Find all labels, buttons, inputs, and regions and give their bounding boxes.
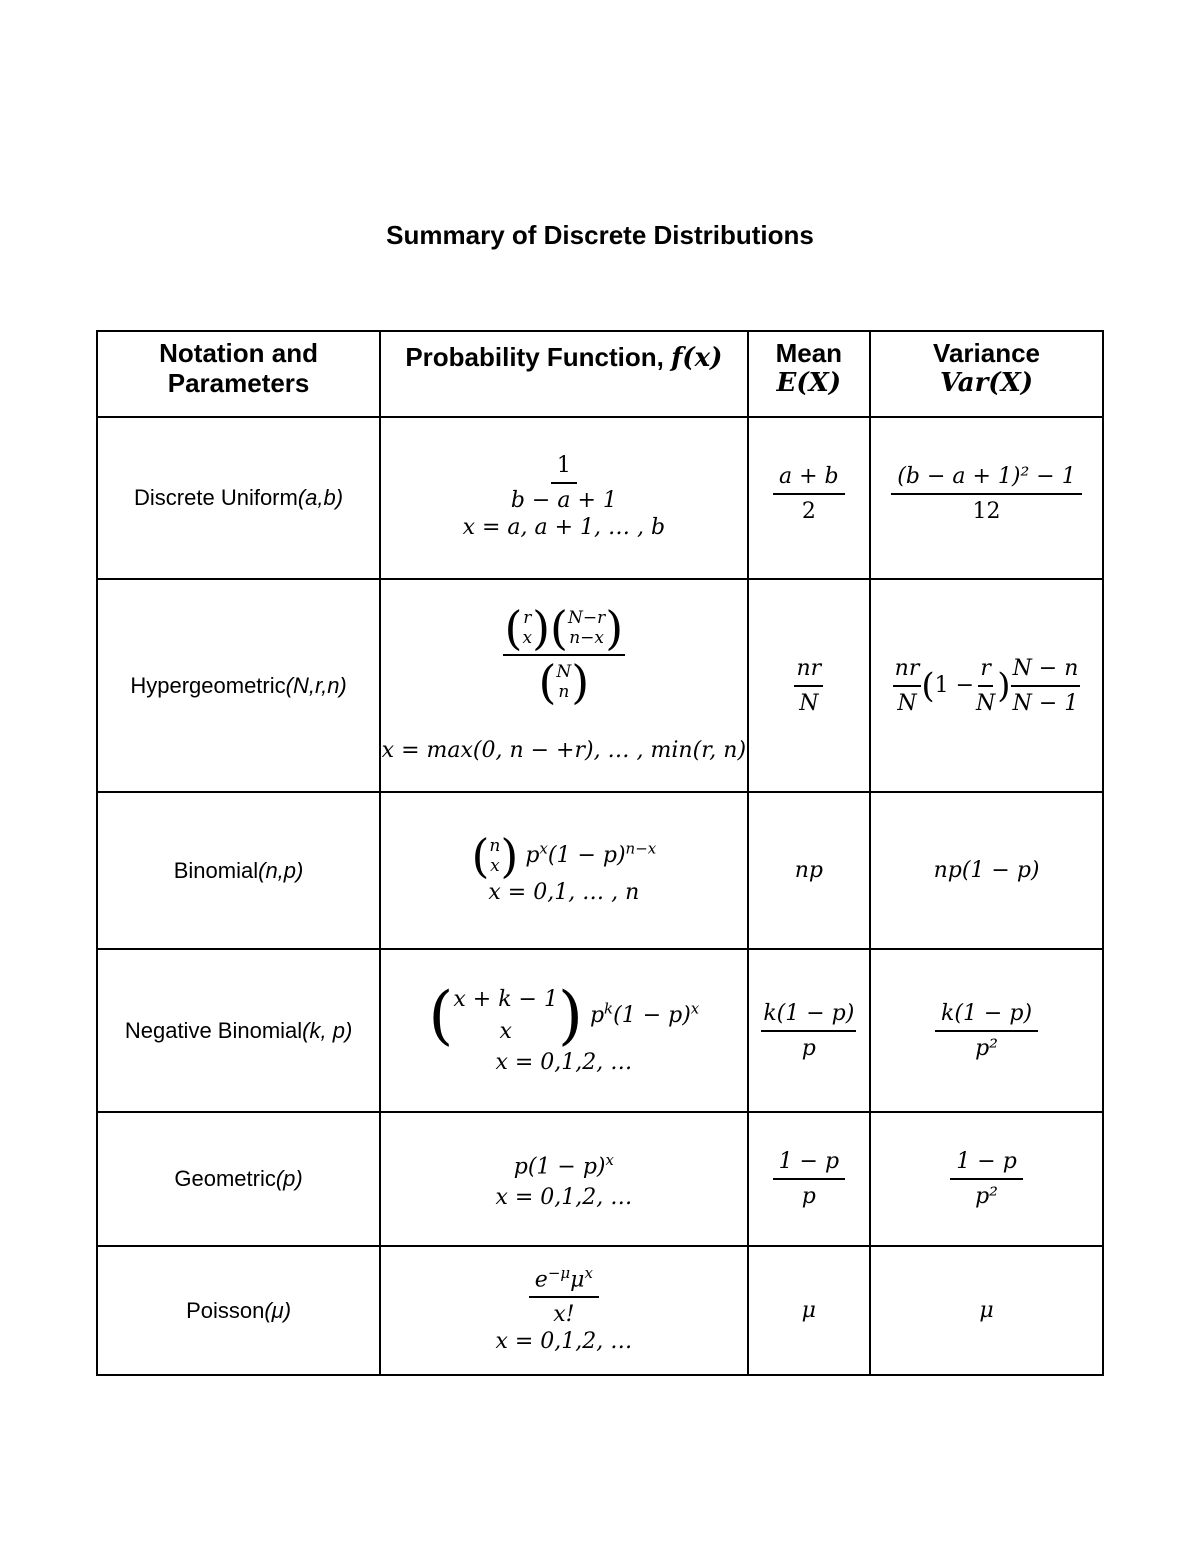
dist-name: Geometric bbox=[174, 1166, 276, 1191]
binomial-coefficient: ( N n ) bbox=[538, 654, 590, 709]
pmf-fraction bbox=[503, 600, 626, 709]
header-mean-math: E(X) bbox=[776, 368, 842, 398]
variance-numerator: (b − a + 1)² − 1 bbox=[891, 464, 1081, 495]
binom-top: r bbox=[523, 607, 532, 628]
variance-denominator: p² bbox=[975, 1035, 998, 1061]
pmf-q-exponent: x bbox=[690, 999, 700, 1018]
mean-value: np bbox=[794, 858, 823, 883]
variance-value: np(1 − p) bbox=[933, 858, 1040, 883]
variance-cell bbox=[870, 1112, 1103, 1246]
pmf-p-exponent: x bbox=[539, 839, 548, 858]
pmf-p-exponent: k bbox=[604, 999, 614, 1018]
mean-cell bbox=[748, 417, 870, 579]
pmf-q: (1 − p) bbox=[547, 842, 626, 868]
mean-denominator: N bbox=[799, 690, 819, 716]
binom-top: N−r bbox=[567, 607, 606, 628]
pmf-q: (1 − p) bbox=[613, 1002, 691, 1028]
pmf-support: x = 0,1,2, … bbox=[495, 1184, 633, 1210]
header-variance-math: Var(X) bbox=[939, 368, 1034, 398]
pmf-e-exponent: −μ bbox=[547, 1263, 571, 1282]
pmf-p: p bbox=[589, 1002, 605, 1028]
mean-cell bbox=[748, 949, 870, 1112]
pmf-cell bbox=[380, 1112, 747, 1246]
pmf-denominator: x! bbox=[553, 1302, 575, 1328]
dist-name: Discrete Uniform bbox=[134, 485, 298, 510]
mean-denominator: p bbox=[801, 1035, 816, 1061]
table-row bbox=[97, 417, 1103, 579]
binom-bottom: n bbox=[558, 681, 570, 702]
dist-name-cell bbox=[97, 1246, 380, 1375]
dist-name: Poisson bbox=[186, 1297, 265, 1323]
variance-fraction-b bbox=[974, 656, 997, 716]
binom-bottom: n−x bbox=[569, 627, 604, 648]
variance-cell bbox=[870, 949, 1103, 1112]
binomial-coefficient: ( x + k − 1 x ) bbox=[428, 978, 583, 1053]
variance-b-lead: 1 − bbox=[934, 672, 975, 698]
variance-b-numerator: r bbox=[978, 656, 993, 687]
pmf-numerator bbox=[529, 1264, 599, 1298]
binomial-coefficient: ( N−r n−x ) bbox=[550, 600, 624, 655]
variance-denominator: 12 bbox=[972, 499, 1001, 524]
mean-numerator: 1 − p bbox=[773, 1149, 846, 1180]
mean-cell bbox=[748, 1246, 870, 1375]
dist-name-cell bbox=[97, 417, 380, 579]
variance-fraction-a bbox=[893, 656, 922, 716]
binom-bottom: x bbox=[499, 1018, 512, 1044]
variance-b-denominator: N bbox=[976, 690, 996, 716]
pmf-expression: p(1 − p) bbox=[513, 1154, 606, 1180]
pmf-q-exponent: n−x bbox=[625, 839, 657, 858]
mean-numerator: k(1 − p) bbox=[761, 1001, 856, 1032]
table-row bbox=[97, 792, 1103, 949]
mean-fraction bbox=[773, 1149, 846, 1209]
dist-name-cell bbox=[97, 1112, 380, 1246]
pmf-cell bbox=[380, 792, 747, 949]
variance-a-numerator: nr bbox=[893, 656, 922, 687]
mean-fraction bbox=[773, 464, 845, 524]
pmf-support: x = 0,1,2, … bbox=[495, 1049, 633, 1075]
pmf-support: x = 0,1, … , n bbox=[488, 879, 640, 905]
mean-value: μ bbox=[801, 1298, 816, 1323]
header-mean-label: Mean bbox=[775, 338, 843, 368]
pmf-denominator: b − a + 1 bbox=[510, 488, 617, 513]
variance-fraction bbox=[935, 1001, 1038, 1061]
pmf-fraction bbox=[505, 453, 623, 513]
header-notation-line2: Parameters bbox=[167, 368, 310, 398]
binom-top: N bbox=[556, 661, 572, 682]
variance-fraction-c bbox=[1011, 656, 1081, 716]
dist-params: (k, p) bbox=[302, 1017, 353, 1043]
pmf-support: x = 0,1,2, … bbox=[495, 1329, 633, 1355]
table-row bbox=[97, 579, 1103, 792]
pmf-cell bbox=[380, 1246, 747, 1375]
mean-fraction bbox=[794, 656, 823, 716]
header-probability-function bbox=[380, 331, 747, 417]
dist-name-cell bbox=[97, 792, 380, 949]
dist-params: (N,r,n) bbox=[285, 672, 347, 698]
table-row bbox=[97, 949, 1103, 1112]
variance-fraction bbox=[891, 464, 1081, 524]
binom-bottom: x bbox=[522, 627, 533, 648]
binomial-coefficient: ( r x ) bbox=[504, 600, 551, 655]
header-variance-label: Variance bbox=[933, 338, 1041, 368]
variance-cell bbox=[870, 792, 1103, 949]
mean-numerator: nr bbox=[794, 656, 823, 687]
binomial-coefficient: ( n x ) bbox=[471, 828, 519, 883]
pmf-mu: μ bbox=[570, 1267, 585, 1293]
variance-a-denominator: N bbox=[897, 690, 917, 716]
dist-params: (p) bbox=[275, 1166, 303, 1191]
variance-c-numerator: N − n bbox=[1011, 656, 1081, 687]
pmf-numerator: 1 bbox=[551, 453, 577, 484]
pmf-support: x = a, a + 1, … , b bbox=[462, 515, 666, 540]
header-variance bbox=[870, 331, 1103, 417]
mean-denominator: 2 bbox=[801, 499, 816, 524]
table-row bbox=[97, 1246, 1103, 1375]
pmf-e: e bbox=[534, 1267, 548, 1293]
dist-name-cell bbox=[97, 579, 380, 792]
header-row bbox=[97, 331, 1103, 417]
dist-name: Hypergeometric bbox=[130, 672, 286, 698]
pmf-support: x = max(0, n − +r), … , min(r, n) bbox=[381, 737, 747, 763]
mean-numerator: a + b bbox=[773, 464, 845, 495]
mean-denominator: p bbox=[801, 1184, 816, 1209]
variance-numerator: 1 − p bbox=[950, 1149, 1023, 1180]
mean-cell bbox=[748, 792, 870, 949]
pmf-cell bbox=[380, 949, 747, 1112]
variance-c-denominator: N − 1 bbox=[1012, 690, 1079, 716]
dist-name: Negative Binomial bbox=[124, 1017, 303, 1043]
table-row bbox=[97, 1112, 1103, 1246]
mean-fraction bbox=[761, 1001, 856, 1061]
document-title: Summary of Discrete Distributions bbox=[386, 220, 814, 250]
binom-top: x + k − 1 bbox=[453, 986, 558, 1012]
pmf-cell bbox=[380, 417, 747, 579]
header-pf-math: f(x) bbox=[671, 343, 723, 373]
dist-params: (μ) bbox=[264, 1297, 292, 1323]
dist-params: (n,p) bbox=[258, 857, 304, 883]
variance-cell bbox=[870, 1246, 1103, 1375]
binom-bottom: x bbox=[490, 855, 500, 876]
variance-value: μ bbox=[979, 1298, 994, 1323]
pmf-cell bbox=[380, 579, 747, 792]
pmf-exponent: x bbox=[605, 1151, 614, 1170]
header-notation bbox=[97, 331, 380, 417]
dist-name: Binomial bbox=[173, 857, 259, 883]
pmf-numerator bbox=[503, 600, 626, 656]
pmf-mu-exponent: x bbox=[584, 1263, 593, 1282]
header-mean bbox=[748, 331, 870, 417]
variance-numerator: k(1 − p) bbox=[935, 1001, 1038, 1032]
header-pf-label: Probability Function, bbox=[405, 342, 672, 372]
pmf-denominator bbox=[536, 654, 591, 709]
pmf-fraction bbox=[529, 1264, 599, 1327]
dist-name-cell bbox=[97, 949, 380, 1112]
pmf-p: p bbox=[525, 842, 540, 868]
header-notation-line1: Notation and bbox=[159, 338, 318, 368]
distributions-table bbox=[96, 330, 1104, 1376]
mean-cell bbox=[748, 579, 870, 792]
variance-denominator: p² bbox=[975, 1184, 998, 1209]
binom-top: n bbox=[489, 835, 501, 856]
dist-params: (a,b) bbox=[297, 485, 344, 510]
variance-cell: $\frac{nr}{N}$ (1 − $\frac{r}{N}$ ) $\frac{N - n}{N - 1}$ bbox=[870, 579, 1103, 792]
variance-fraction bbox=[950, 1149, 1023, 1209]
mean-cell bbox=[748, 1112, 870, 1246]
variance-cell bbox=[870, 417, 1103, 579]
